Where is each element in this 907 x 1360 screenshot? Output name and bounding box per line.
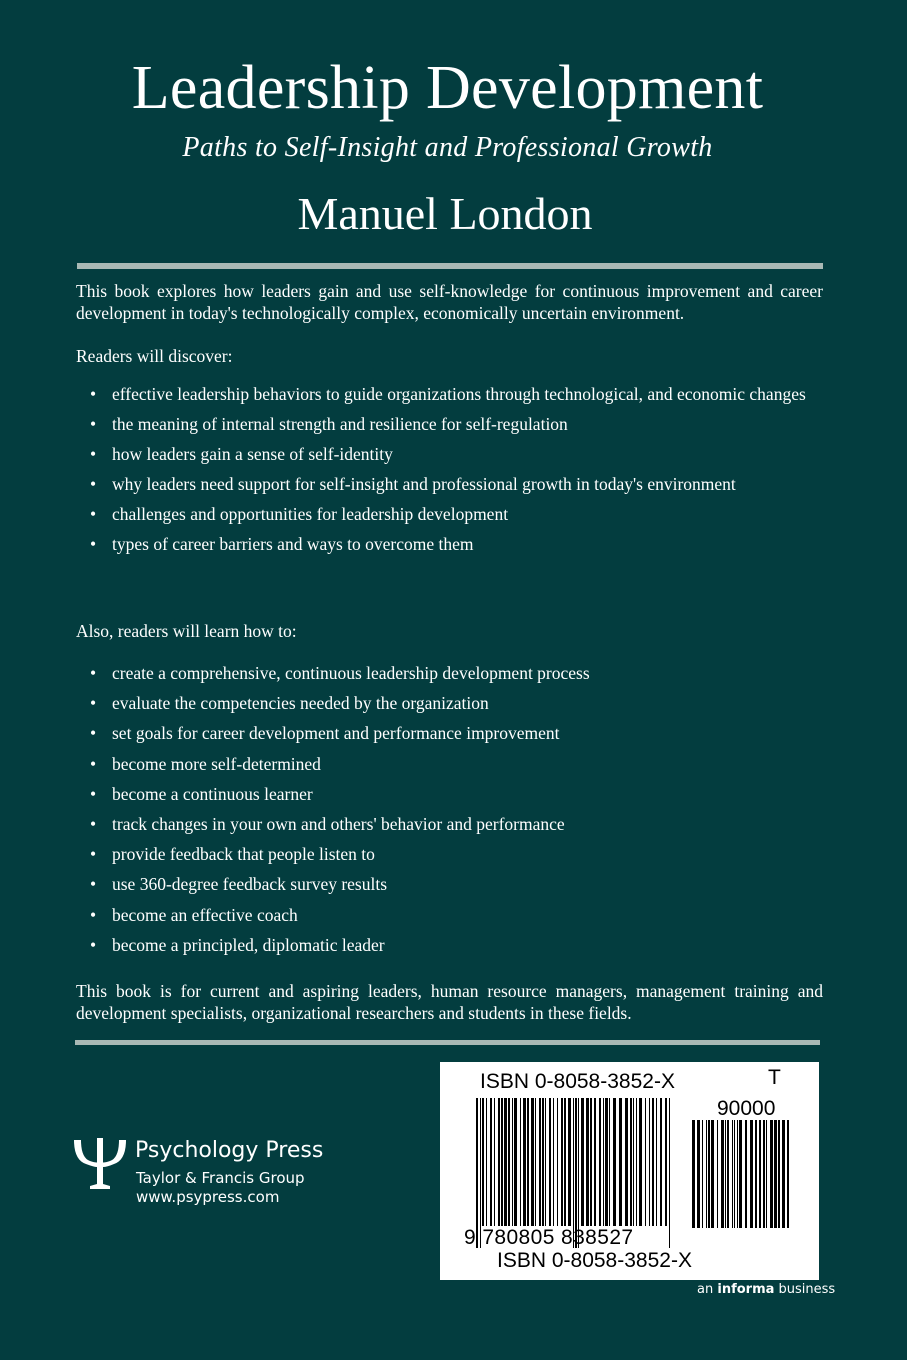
- barcode-bar: [501, 1098, 503, 1226]
- barcode-bar: [697, 1120, 700, 1228]
- barcode-bar: [652, 1098, 654, 1226]
- barcode-bar: [561, 1098, 563, 1226]
- barcode-bar: [645, 1098, 646, 1226]
- list-item-text: become more self-determined: [112, 753, 321, 774]
- barcode-bar: [581, 1098, 584, 1226]
- bullet-icon: •: [90, 904, 97, 925]
- list-item: [76, 533, 823, 555]
- barcode-bar: [545, 1098, 546, 1226]
- barcode-bar: [625, 1098, 628, 1226]
- list-item-text: effective leadership behaviors to guide organizations through technological, and economic changes: [112, 384, 806, 404]
- barcode-bar: [523, 1098, 526, 1226]
- publisher-group: Taylor & Francis Group: [136, 1169, 305, 1187]
- book-title: Leadership Development: [131, 54, 764, 122]
- publisher-url: www.psypress.com: [136, 1188, 280, 1206]
- barcode-bar: [759, 1120, 761, 1228]
- list-item: [76, 813, 823, 835]
- isbn-barcode: [440, 1062, 819, 1280]
- barcode-bar: [656, 1098, 657, 1226]
- list-item-text: become an effective coach: [112, 904, 298, 925]
- barcode-bar: [770, 1120, 773, 1228]
- barcode-bar: [568, 1098, 571, 1226]
- bullet-icon: •: [90, 753, 97, 774]
- barcode-bar: [763, 1120, 765, 1228]
- list-item: [76, 873, 823, 895]
- barcode-bar: [721, 1120, 724, 1228]
- publisher-block: [70, 1132, 400, 1222]
- list-item: [76, 783, 823, 805]
- barcode-addon-bars: [692, 1120, 790, 1228]
- list-item-text: set goals for career development and performance improvement: [112, 723, 560, 744]
- barcode-bar: [609, 1098, 610, 1226]
- list-item: [76, 692, 823, 714]
- barcode-bar: [727, 1120, 729, 1228]
- barcode-bar: [774, 1120, 777, 1228]
- top-divider: [77, 263, 823, 269]
- list-item: [76, 843, 823, 865]
- barcode-bar: [557, 1098, 558, 1226]
- bullet-icon: •: [90, 874, 97, 895]
- discover-heading: Readers will discover:: [76, 346, 233, 366]
- barcode-bar: [782, 1120, 785, 1228]
- barcode-bar: [711, 1120, 714, 1228]
- list-item-text: how leaders gain a sense of self-identity: [112, 444, 393, 464]
- barcode-bar: [594, 1098, 596, 1226]
- audience-paragraph: This book is for current and aspiring leaders, human resource managers, management training and development specialists, organizational researchers and students in these fields.: [76, 981, 823, 1023]
- isbn-top-label: ISBN 0-8058-3852-X: [480, 1070, 675, 1093]
- intro-paragraph: This book explores how leaders gain and use self-knowledge for continuous improvement and career development in today's technologically complex, economically uncertain environment.: [76, 281, 823, 323]
- informa-suffix: business: [778, 1282, 836, 1297]
- barcode-bar: [539, 1098, 541, 1226]
- barcode-bar: [692, 1120, 695, 1228]
- list-item: [76, 473, 823, 495]
- barcode-bar: [669, 1098, 670, 1248]
- barcode-bar: [590, 1098, 592, 1226]
- list-item-text: become a continuous learner: [112, 783, 313, 804]
- barcode-bar: [512, 1098, 513, 1226]
- barcode-bar: [520, 1098, 521, 1226]
- discover-list: [76, 383, 823, 563]
- barcode-bar: [739, 1120, 742, 1228]
- price-letter: T: [768, 1066, 781, 1089]
- list-item: [76, 753, 823, 775]
- learn-list: [76, 662, 823, 964]
- bullet-icon: •: [90, 534, 97, 554]
- bullet-icon: •: [90, 384, 97, 404]
- barcode-digits: 9 780805 838527: [464, 1226, 634, 1249]
- bullet-icon: •: [90, 414, 97, 434]
- barcode-bar: [549, 1098, 551, 1226]
- barcode-bar: [732, 1120, 733, 1228]
- barcode-bar: [708, 1120, 710, 1228]
- barcode-bar: [527, 1098, 529, 1226]
- list-item-text: track changes in your own and others' behavior and performance: [112, 813, 565, 834]
- list-item: [76, 413, 823, 435]
- barcode-bar: [605, 1098, 608, 1226]
- barcode-bar: [586, 1098, 589, 1226]
- list-item: [76, 722, 823, 744]
- barcode-bar: [734, 1120, 735, 1228]
- bullet-icon: •: [90, 934, 97, 955]
- bullet-icon: •: [90, 663, 97, 683]
- barcode-bar: [766, 1120, 767, 1228]
- barcode-bar: [778, 1120, 780, 1228]
- barcode-bar: [665, 1098, 667, 1226]
- bullet-icon: •: [90, 444, 97, 464]
- barcode-bar: [494, 1098, 495, 1226]
- barcode-bar: [660, 1098, 662, 1226]
- list-item-text: become a principled, diplomatic leader: [112, 934, 385, 955]
- barcode-bar: [508, 1098, 510, 1226]
- barcode-bar: [619, 1098, 622, 1226]
- isbn-bottom-label: ISBN 0-8058-3852-X: [497, 1249, 692, 1272]
- barcode-bar: [486, 1098, 487, 1226]
- barcode-bar: [706, 1120, 707, 1228]
- bottom-divider: [75, 1040, 820, 1045]
- list-item-text: the meaning of internal strength and resilience for self-regulation: [112, 414, 568, 434]
- barcode-bar: [737, 1120, 738, 1228]
- list-item: [76, 934, 823, 956]
- price-code: 90000: [717, 1097, 776, 1120]
- barcode-bar: [750, 1120, 753, 1228]
- barcode-bar: [630, 1098, 632, 1226]
- barcode-bar: [553, 1098, 554, 1226]
- bullet-icon: •: [90, 504, 97, 524]
- list-item-text: evaluate the competencies needed by the organization: [112, 693, 489, 714]
- barcode-bar: [717, 1120, 718, 1228]
- list-item: [76, 503, 823, 525]
- barcode-bar: [564, 1098, 566, 1226]
- barcode-bar: [535, 1098, 536, 1226]
- list-item-text: create a comprehensive, continuous leadership development process: [112, 663, 590, 683]
- list-item-text: use 360-degree feedback survey results: [112, 874, 388, 895]
- bullet-icon: •: [90, 783, 97, 804]
- bullet-icon: •: [90, 844, 97, 865]
- barcode-bar: [531, 1098, 534, 1226]
- list-item-text: types of career barriers and ways to overcome them: [112, 534, 474, 554]
- informa-tagline: [697, 1281, 835, 1299]
- barcode-bar: [745, 1120, 747, 1228]
- barcode-bar: [514, 1098, 517, 1226]
- informa-brand: informa: [717, 1282, 775, 1297]
- barcode-bar: [725, 1120, 726, 1228]
- barcode-bar: [636, 1098, 637, 1226]
- list-item: [76, 383, 823, 405]
- barcode-bar: [613, 1098, 616, 1226]
- barcode-bar: [649, 1098, 650, 1226]
- bullet-icon: •: [90, 813, 97, 834]
- list-item-text: provide feedback that people listen to: [112, 844, 375, 865]
- informa-prefix: an: [697, 1282, 714, 1297]
- barcode-bar: [633, 1098, 634, 1226]
- barcode-bar: [542, 1098, 544, 1226]
- psi-icon: [70, 1134, 130, 1192]
- barcode-bar: [482, 1098, 484, 1226]
- bullet-icon: •: [90, 474, 97, 494]
- learn-heading: Also, readers will learn how to:: [76, 621, 297, 641]
- publisher-name: Psychology Press: [135, 1138, 324, 1163]
- barcode-bar: [755, 1120, 757, 1228]
- barcode-bar: [490, 1098, 492, 1226]
- list-item: [76, 904, 823, 926]
- barcode-bar: [702, 1120, 703, 1228]
- barcode-bar: [498, 1098, 500, 1226]
- bullet-icon: •: [90, 693, 97, 714]
- bullet-icon: •: [90, 723, 97, 744]
- barcode-bar: [599, 1098, 601, 1226]
- list-item-text: why leaders need support for self-insight and professional growth in today's environment: [112, 474, 736, 494]
- list-item: [76, 662, 823, 684]
- list-item-text: challenges and opportunities for leadership development: [112, 504, 509, 524]
- barcode-bar: [787, 1120, 789, 1228]
- barcode-bar: [504, 1098, 507, 1226]
- barcode-bar: [639, 1098, 642, 1226]
- book-subtitle: Paths to Self-Insight and Professional Growth: [182, 132, 713, 163]
- barcode-bar: [603, 1098, 604, 1226]
- author-name: Manuel London: [297, 188, 593, 239]
- list-item: [76, 443, 823, 465]
